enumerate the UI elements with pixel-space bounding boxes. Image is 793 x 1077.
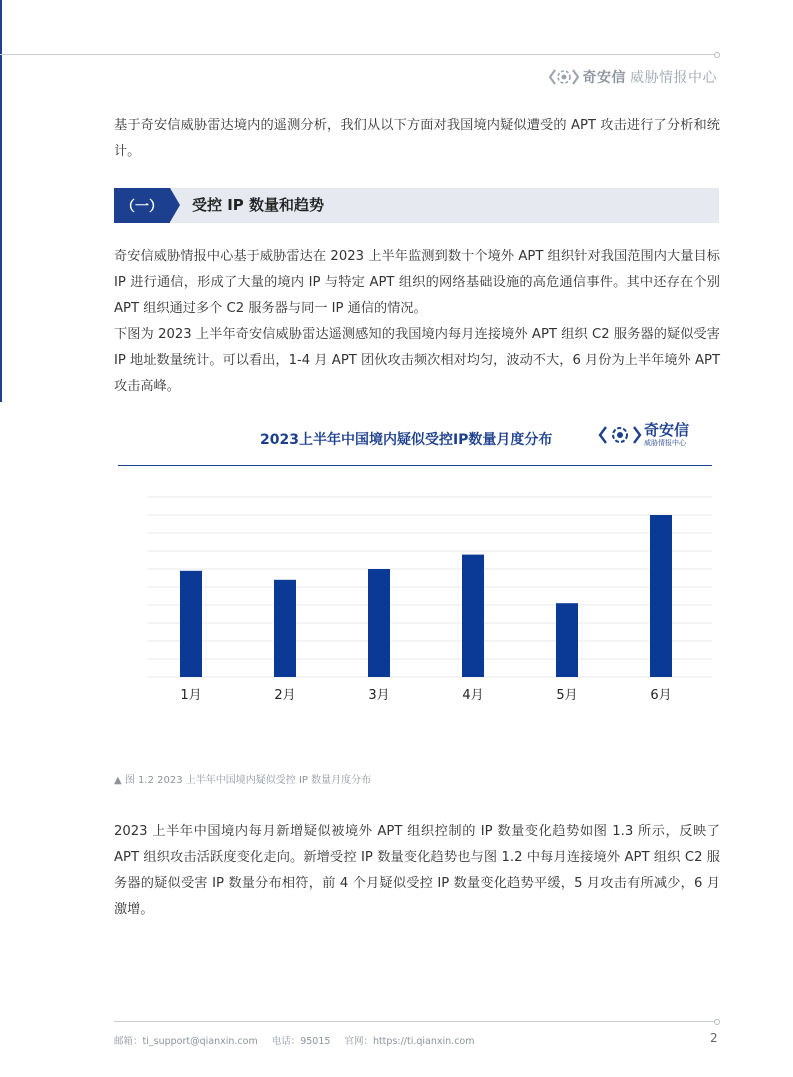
qianxin-logo-icon — [549, 67, 579, 87]
page-number: 2 — [710, 1031, 718, 1045]
closing-paragraph: 2023 上半年中国境内每月新增疑似被境外 APT 组织控制的 IP 数量变化趋势如图 1.3 所示，反映了 APT 组织攻击活跃度变化走向。新增受控 IP 数量变化趋势也与图 1.2 中每月连接境外 APT 组织 C2 服务器的疑似受害 IP 数量分布相符，前 4 个月疑似受控 IP 数量变化趋势平缓，5 月攻击有所减少，6 月激增。 — [114, 824, 720, 917]
left-accent-bar — [0, 0, 2, 402]
chart-bar — [180, 571, 202, 677]
chart-logo-sub: 威胁情报中心 — [644, 439, 686, 447]
header-logo — [549, 66, 718, 88]
chart-tick-label: 1月 — [180, 688, 202, 703]
section-number: （一） — [114, 188, 170, 223]
caption-triangle-icon: ▲ — [114, 775, 125, 786]
header-brand-suffix: 威胁情报中心 — [630, 70, 717, 86]
chart-tick-label: 4月 — [462, 688, 484, 703]
chart-bar — [368, 569, 390, 677]
header-divider-dot — [714, 52, 720, 58]
footer-website: 官网：https://ti.qianxin.com — [344, 1036, 475, 1047]
figure-caption — [114, 771, 371, 786]
body-paragraph-1: 奇安信威胁情报中心基于威胁雷达在 2023 上半年监测到数十个境外 APT 组织针对我国范围内大量目标 IP 进行通信，形成了大量的境内 IP 与特定 APT 组织的网络基础设施的高危通信事件。其中还存在个别 APT 组织通过多个 C2 服务器与同一 IP 通信的情况。 — [114, 249, 720, 316]
footer — [114, 1033, 474, 1047]
chart-tick-label: 3月 — [368, 688, 390, 703]
intro-paragraph: 基于奇安信威胁雷达境内的遥测分析，我们从以下方面对我国境内疑似遭受的 APT 攻击进行了分析和统计。 — [114, 118, 720, 159]
footer-divider-dot — [714, 1019, 720, 1025]
section-title: 受控 IP 数量和趋势 — [192, 196, 325, 214]
chart-bar — [556, 603, 578, 677]
bar-chart — [118, 405, 714, 750]
chart-bar — [650, 515, 672, 677]
footer-email: 邮箱：ti_support@qianxin.com — [114, 1036, 258, 1047]
chart-title: 2023上半年中国境内疑似受控IP数量月度分布 — [260, 432, 553, 448]
chart-tick-label: 2月 — [274, 688, 296, 703]
caption-text: 图 1.2 2023 上半年中国境内疑似受控 IP 数量月度分布 — [124, 775, 372, 786]
footer-phone: 电话：95015 — [271, 1036, 331, 1047]
chart-bar — [462, 555, 484, 677]
body-paragraph-2: 下图为 2023 上半年奇安信威胁雷达遥测感知的我国境内每月连接境外 APT 组织 C2 服务器的疑似受害 IP 地址数量统计。可以看出，1-4 月 APT 团伙攻击频次相对均匀，波动不大，6 月份为上半年境外 APT 攻击高峰。 — [114, 327, 720, 394]
header-divider — [0, 54, 716, 55]
chart-tick-label: 5月 — [556, 688, 578, 703]
chart-logo-name: 奇安信 — [644, 421, 690, 439]
footer-divider — [114, 1021, 716, 1022]
chart-plot-area — [118, 405, 714, 750]
chart-tick-label: 6月 — [650, 688, 672, 703]
section-heading — [114, 188, 719, 223]
chart-bar — [274, 580, 296, 677]
header-brand: 奇安信 — [582, 70, 626, 86]
